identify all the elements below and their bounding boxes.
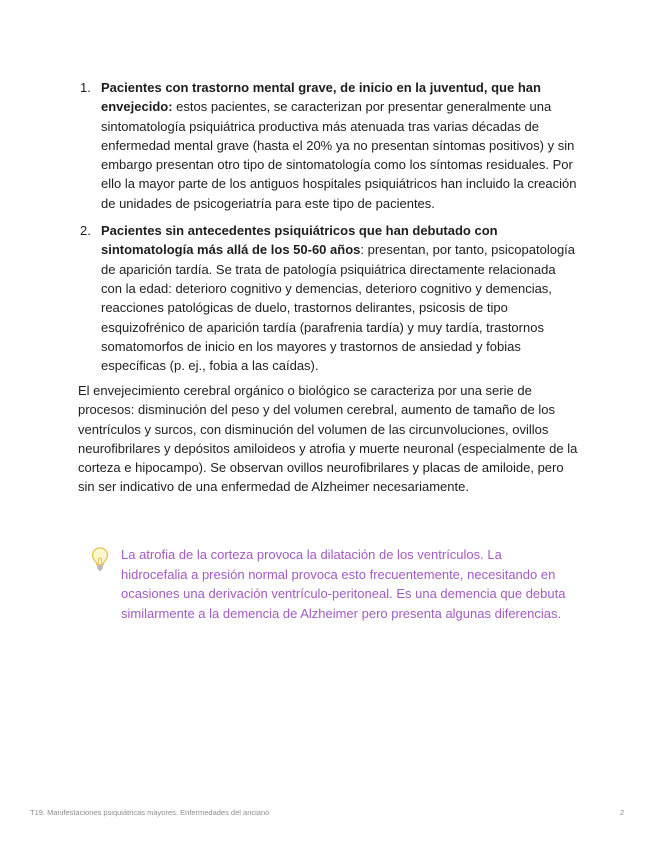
footer-title: T19. Manifestaciones psiquiátricas mayores. Enfermedades del anciano xyxy=(30,808,270,817)
list-item xyxy=(78,78,578,213)
body-paragraph: El envejecimiento cerebral orgánico o biológico se caracteriza por una serie de procesos: disminución del peso y del volumen cerebral, aumento de tamaño de los ventrículos y surcos, con disminución del volumen de las circunvoluciones, ovillos neurofibrilares y depósitos amiloideos y atrofia y muerte neuronal (especialmente de la corteza e hipocampo). Se observan ovillos neurofibrilares y placas de amiloide, pero sin ser indicativo de una enfermedad de Alzheimer necesariamente. xyxy=(78,383,578,495)
list-item-heading: Pacientes sin antecedentes psiquiátricos que han debutado con sintomatología más allá de los 50-60 años xyxy=(101,223,498,258)
list-item-text: : presentan, por tanto, psicopatología de aparición tardía. Se trata de patología psiquiátrica directamente relacionada con la edad: deterioro cognitivo y demencias, deterioro cognitivo y demencias, reacciones patológicas de duelo, trastornos delirantes, psicosis de tipo esquizofrénico de aparición tardía (parafrenia tardía) y muy tardía, trastornos somatomorfos de inicio en los mayores y trastornos de ansiedad y fobias específicas (p. ej., fobia a las caídas). xyxy=(101,242,576,374)
list-item-number: 2. xyxy=(80,223,91,239)
list-item xyxy=(78,221,578,375)
callout-text: La atrofia de la corteza provoca la dilatación de los ventrículos. La hidrocefalia a presión normal provoca esto frecuentemente, necesitando en ocasiones una derivación ventrículo-peritoneal. Es una demencia que debuta similarmente a la demencia de Alzheimer pero presenta algunas diferencias. xyxy=(121,547,566,621)
list-item-heading: Pacientes con trastorno mental grave, de inicio en la juventud, que han envejecido: xyxy=(101,80,541,115)
list-item-number: 1. xyxy=(80,80,91,95)
numbered-list xyxy=(78,78,578,383)
lightbulb-icon xyxy=(90,546,110,572)
page-number: 2 xyxy=(620,808,625,817)
list-item-text: estos pacientes, se caracterizan por presentar generalmente una sintomatología psiquiátrica productiva más atenuada tras varias décadas de enfermedad mental grave (hasta el 20% ya no presentan síntomas positivos) y sin embargo presentan otro tipo de sintomatología como los síntomas residuales. Por ello la mayor parte de los antiguos hospitales psiquiátricos han incluido la creación de unidades de psicogeriatría para este tipo de pacientes. xyxy=(101,99,577,211)
